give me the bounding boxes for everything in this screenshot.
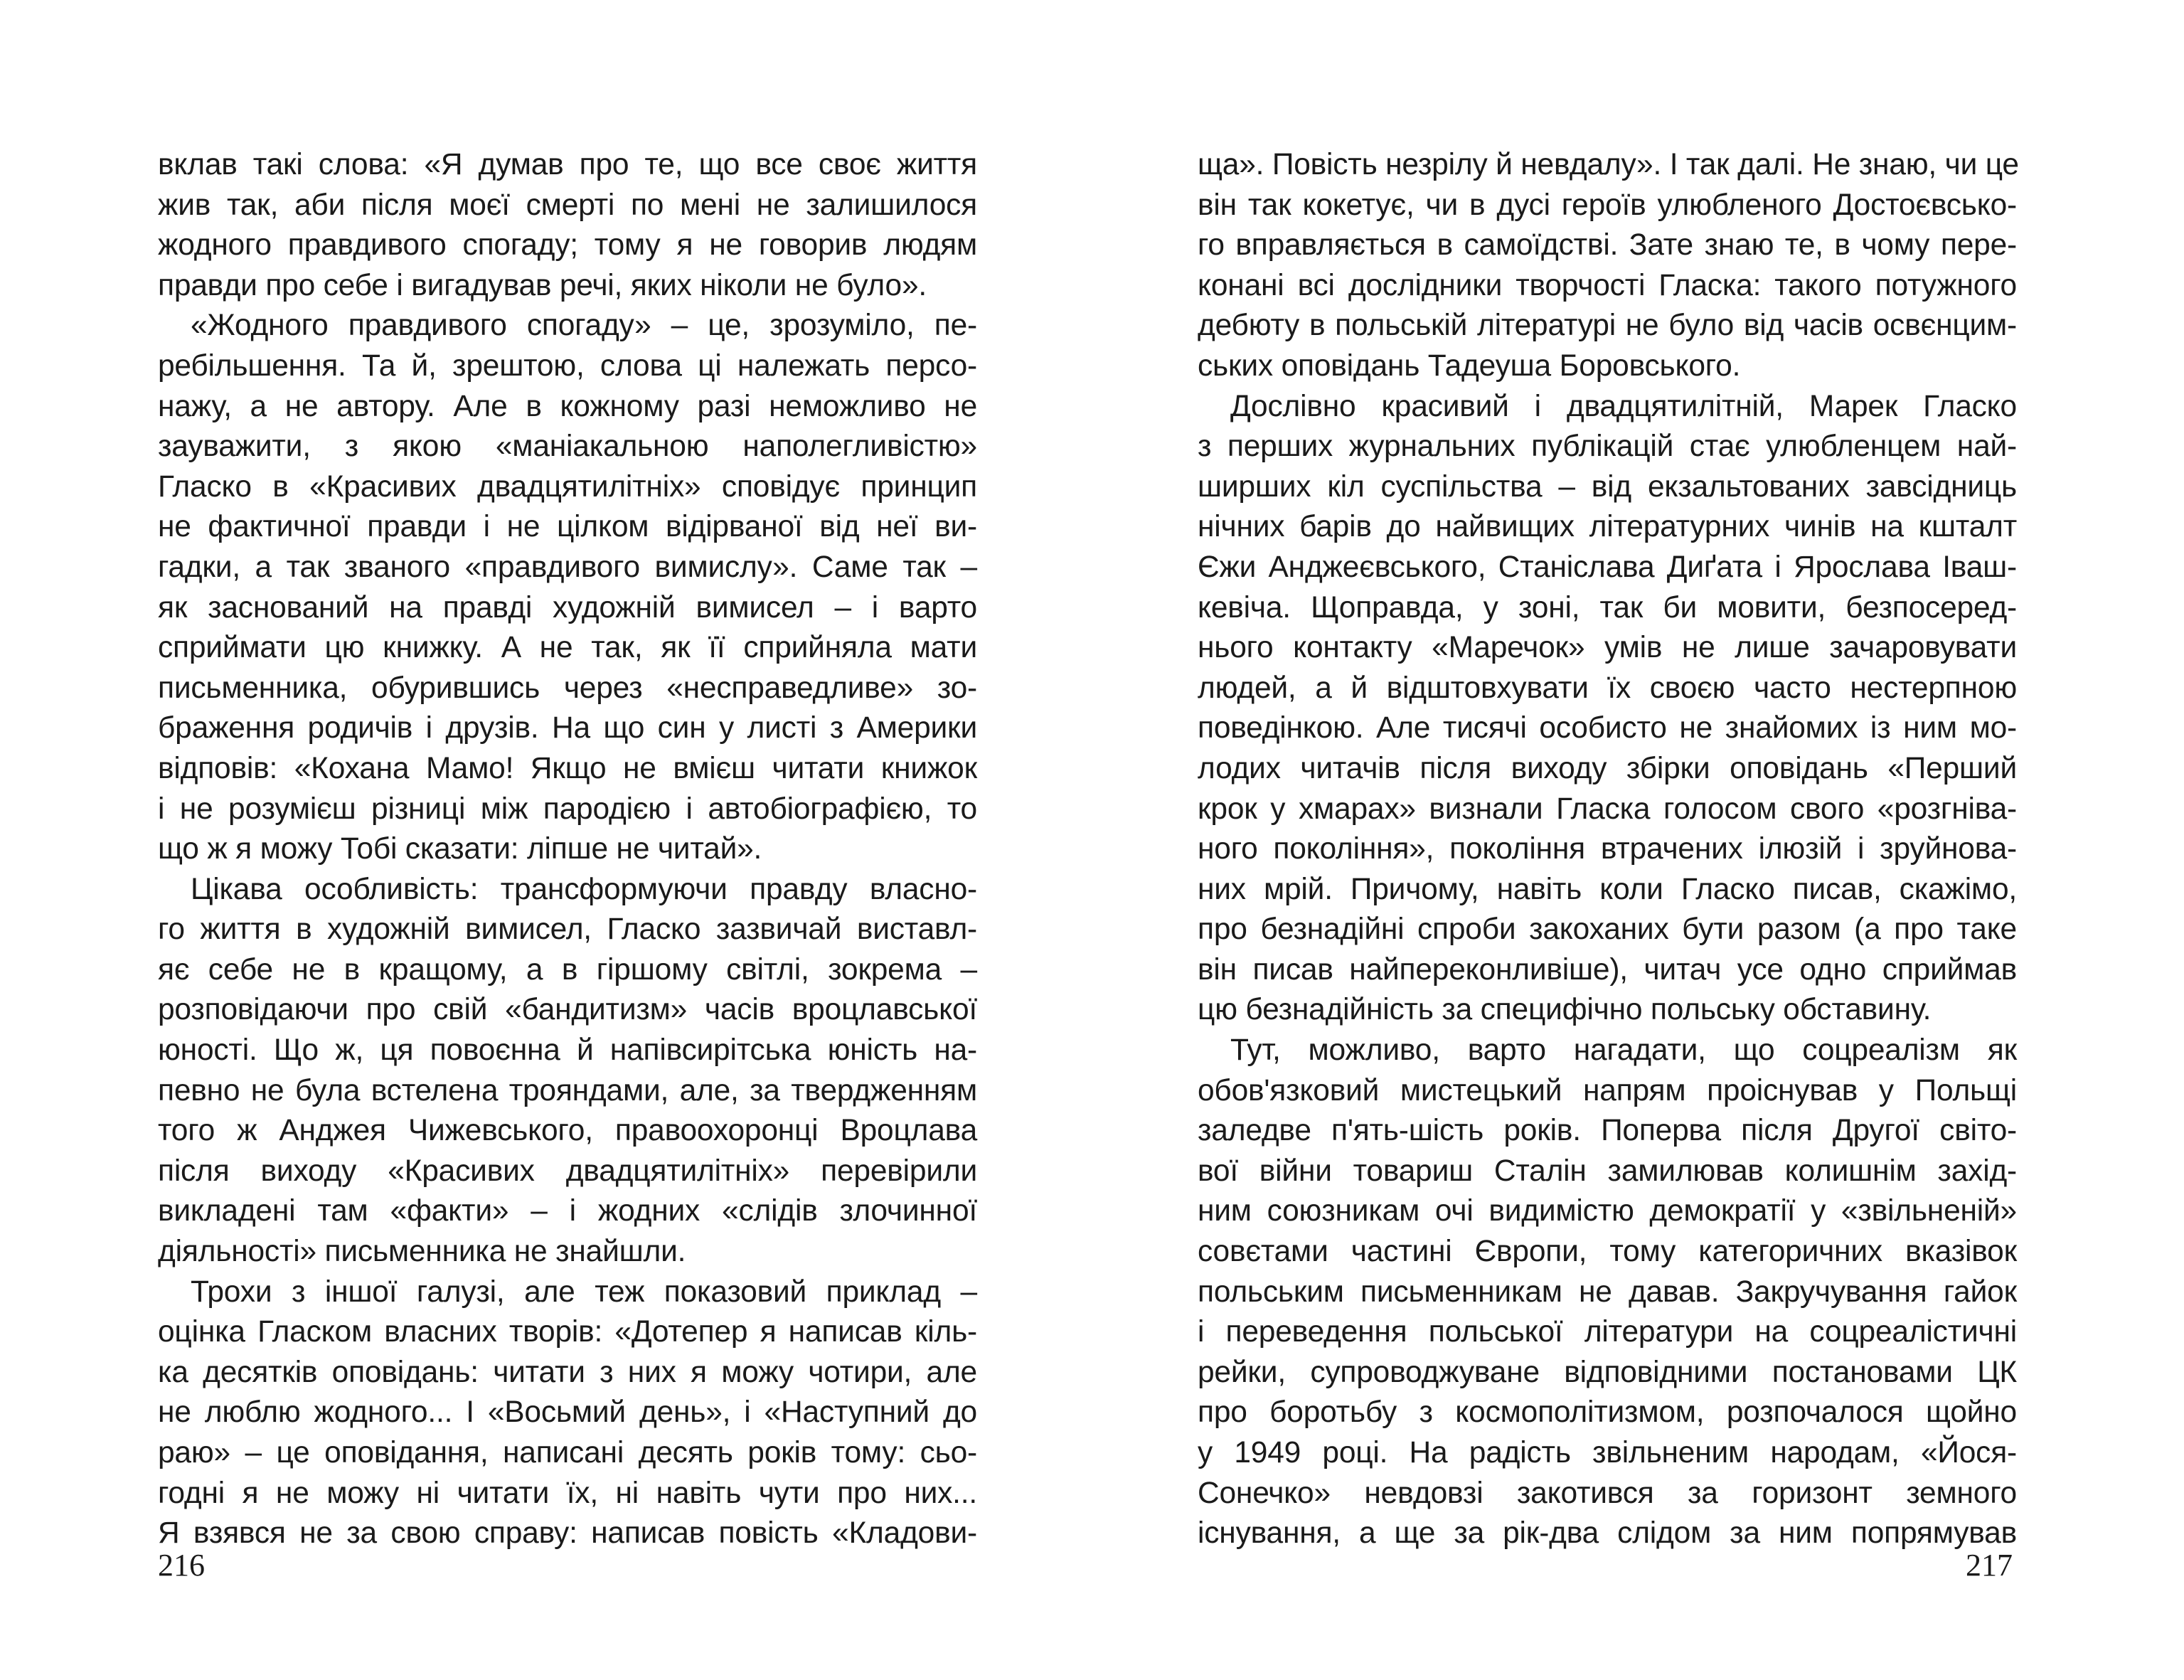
text-line: він писав найпереконливіше), читач усе одно сприймав (1198, 952, 2017, 987)
text-line: цю безнадійність за специфічно польську обставину. (1198, 993, 1932, 1027)
text-line: певно не була встелена трояндами, але, за твердженням (158, 1073, 977, 1107)
text-line: не люблю жодного... І «Восьмий день», і «Наступний до (158, 1395, 977, 1430)
text-line: людей, а й відштовхувати їх своєю часто нестерпною (1198, 671, 2017, 705)
text-line: Дослівно красивий і двадцятилітній, Марек Гласко (1230, 389, 2017, 423)
text-line: Тут, можливо, варто нагадати, що соцреалізм як (1230, 1033, 2017, 1068)
text-line: юності. Що ж, ця повоєнна й напівсирітська юність на- (158, 1033, 977, 1068)
text-line: Трохи з іншої галузі, але теж показовий приклад – (191, 1275, 977, 1309)
text-line: відповів: «Кохана Мамо! Якщо не вмієш читати книжок (158, 751, 977, 785)
text-line: Єжи Анджеєвського, Станіслава Диґата і Ярослава Іваш- (1198, 550, 2017, 584)
text-line: браження родичів і друзів. На що син у листі з Америки (158, 711, 977, 745)
right-page-number: 217 (1966, 1548, 2013, 1583)
text-line: жив так, аби після моєї смерті по мені не залишилося (158, 188, 977, 222)
text-line: Я взявся не за свою справу: написав повість «Кладови- (158, 1516, 977, 1551)
text-line: дебюту в польській літературі не було від часів освєнцим- (1198, 309, 2017, 343)
text-line: оцінка Гласком власних творів: «Дотепер я написав кіль- (158, 1315, 977, 1349)
text-line: ка десятків оповідань: читати з них я можу чотири, але (158, 1355, 977, 1389)
text-line: і не розумієш різниці між пародією і автобіографією, то (158, 792, 977, 826)
text-line: яє себе не в кращому, а в гіршому світлі, зокрема – (158, 952, 977, 987)
text-line: «Жодного правдивого спогаду» – це, зрозуміло, пе- (191, 309, 977, 343)
text-line: ним союзникам очі видимістю демократії у «звільненій» (1198, 1194, 2017, 1228)
text-line: ребільшення. Та й, зрештою, слова ці належать персо- (158, 349, 977, 383)
text-line: нажу, а не автору. Але в кожному разі неможливо не (158, 389, 977, 423)
text-line: польським письменникам не давав. Закручування гайок (1198, 1275, 2017, 1309)
text-line: розповідаючи про свій «бандитизм» часів вроцлавської (158, 993, 977, 1027)
text-line: го вправляється в самоїдстві. Зате знаю те, в чому пере- (1198, 228, 2017, 262)
text-line: як заснований на правді художній вимисел – і варто (158, 590, 977, 624)
text-line: письменника, обурившись через «несправедливе» зо- (158, 671, 977, 705)
text-line: з перших журнальних публікацій стає улюбленцем най- (1198, 430, 2017, 464)
text-line: годні я не можу ні читати їх, ні навіть чути про них... (158, 1476, 977, 1510)
text-line: лодих читачів після виходу збірки оповідань «Перший (1198, 751, 2017, 785)
text-line: кевіча. Щоправда, у зоні, так би мовити, безпосеред- (1198, 590, 2017, 624)
text-line: правди про себе і вигадував речі, яких ніколи не було». (158, 268, 927, 302)
text-line: го життя в художній вимисел, Гласко зазвичай виставл- (158, 913, 977, 947)
text-line: обов'язковий мистецький напрям проіснував у Польщі (1198, 1073, 2017, 1107)
text-line: жодного правдивого спогаду; тому я не говорив людям (158, 228, 977, 262)
text-line: конані всі дослідники творчості Гласка: такого потужного (1198, 268, 2017, 302)
text-line: ного покоління», покоління втрачених ілюзій і зруйнова- (1198, 832, 2017, 866)
text-line: раю» – це оповідання, написані десять років тому: сьо- (158, 1436, 977, 1469)
text-line: Цікава особливість: трансформуючи правду власно- (191, 872, 977, 906)
text-line: того ж Анджея Чижевського, правоохоронці Вроцлава (158, 1114, 977, 1148)
text-line: рейки, супроводжуване відповідними постановами ЦК (1198, 1355, 2017, 1389)
text-line: нічних барів до найвищих літературних чинів на кшталт (1198, 510, 2017, 544)
text-line: гадки, а так званого «правдивого вимислу». Саме так – (158, 550, 977, 584)
right-page-text (1198, 145, 2017, 1554)
text-line: він так кокетує, чи в дусі героїв улюбленого Достоєвсько- (1198, 188, 2017, 222)
text-line: вої війни товариш Сталін замилював колишнім захід- (1198, 1154, 2017, 1188)
text-line: ширших кіл суспільства – від екзальтованих завсідниць (1198, 469, 2017, 504)
text-line: совєтами частині Європи, тому категоричних вказівок (1198, 1235, 2017, 1269)
text-line: викладені там «факти» – і жодних «слідів злочинної (158, 1194, 977, 1228)
text-line: не фактичної правди і не цілком відірваної від неї ви- (158, 510, 977, 544)
text-line: заледве п'ять-шість років. Поперва після Другої світо- (1198, 1114, 2017, 1148)
left-page-text (158, 145, 977, 1554)
text-line: них мрій. Причому, навіть коли Гласко писав, скажімо, (1198, 872, 2017, 906)
text-line: поведінкою. Але тисячі особисто не знайомих із ним мо- (1198, 711, 2017, 745)
text-line: що ж я можу Тобі сказати: ліпше не читай». (158, 832, 762, 866)
text-line: Сонечко» невдовзі закотився за горизонт земного (1198, 1476, 2017, 1510)
text-line: вклав такі слова: «Я думав про те, що все своє життя (158, 148, 977, 181)
text-line: у 1949 році. На радість звільненим народам, «Йося- (1198, 1436, 2017, 1469)
text-line: зауважити, з якою «маніакальною наполегливістю» (158, 430, 977, 464)
text-line: ських оповідань Тадеуша Боровського. (1198, 349, 1741, 383)
text-line: сприймати цю книжку. А не так, як її сприйняла мати (158, 631, 977, 665)
text-line: і переведення польської літератури на соцреалістичні (1198, 1315, 2017, 1349)
text-line: нього контакту «Маречок» умів не лише зачаровувати (1198, 631, 2017, 665)
text-line: про безнадійні спроби закоханих бути разом (а про таке (1198, 913, 2017, 947)
text-line: після виходу «Красивих двадцятилітніх» перевірили (158, 1154, 977, 1188)
text-line: про боротьбу з космополітизмом, розпочалося щойно (1198, 1395, 2017, 1430)
right-page (1092, 0, 2184, 1680)
text-line: крок у хмарах» визнали Гласка голосом свого «розгніва- (1198, 792, 2017, 826)
text-line: існування, а ще за рік-два слідом за ним попрямував (1198, 1516, 2017, 1551)
left-page-number: 216 (158, 1548, 205, 1583)
text-line: ща». Повість незрілу й невдалу». І так далі. Не знаю, чи це (1198, 148, 2019, 181)
text-line: діяльності» письменника не знайшли. (158, 1235, 686, 1269)
text-line: Гласко в «Красивих двадцятилітніх» сповідує принцип (158, 469, 977, 504)
